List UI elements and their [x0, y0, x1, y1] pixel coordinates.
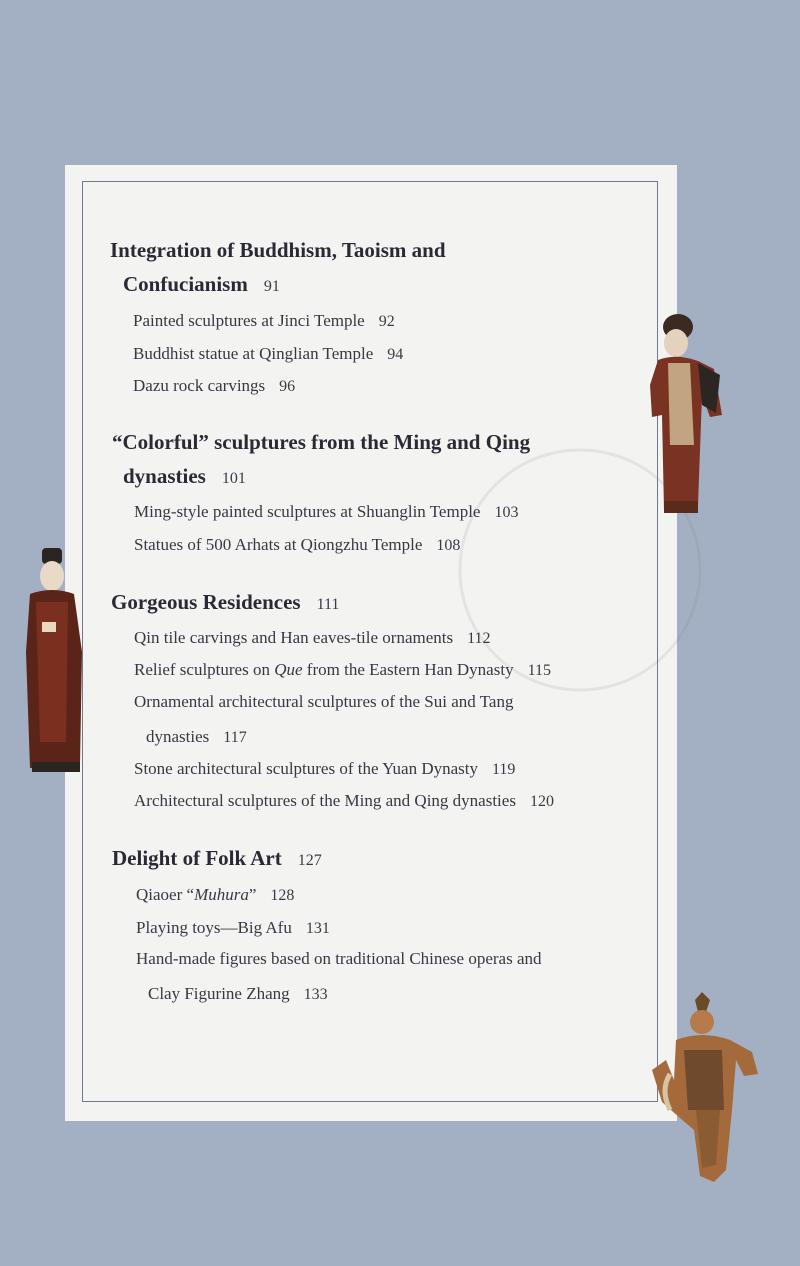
- toc-entry[interactable]: Stone architectural sculptures of the Yuan Dynasty 119: [134, 759, 516, 778]
- page-number: 128: [270, 887, 295, 904]
- page-number: 94: [387, 346, 404, 363]
- page-number: 131: [305, 920, 330, 937]
- section-title: Delight of Folk Art 127: [112, 846, 322, 870]
- toc-entry[interactable]: Playing toys—Big Afu 131: [136, 918, 330, 937]
- toc-entry[interactable]: Painted sculptures at Jinci Temple 92: [133, 311, 395, 330]
- toc-entry[interactable]: Ming-style painted sculptures at Shuanglin Temple 103: [134, 502, 519, 521]
- toc-entry[interactable]: Qiaoer “Muhura” 128: [136, 885, 295, 904]
- page-number: 119: [492, 761, 516, 778]
- scholar-figurine-image: [16, 542, 90, 777]
- page-number: 133: [303, 986, 328, 1003]
- page-number: 96: [279, 378, 296, 395]
- warrior-figurine-image: [640, 990, 770, 1190]
- toc-entry[interactable]: Qin tile carvings and Han eaves-tile ornaments 112: [134, 628, 491, 647]
- page-number: 112: [467, 630, 491, 647]
- page-number: 111: [316, 596, 340, 613]
- section-title: “Colorful” sculptures from the Ming and Qing: [112, 430, 531, 454]
- toc-entry[interactable]: Dazu rock carvings 96: [133, 376, 296, 395]
- section-title: Gorgeous Residences 111: [111, 590, 340, 614]
- page-number: 117: [223, 729, 247, 746]
- page-number: 115: [527, 662, 551, 679]
- section-title: Integration of Buddhism, Taoism and: [110, 238, 446, 262]
- page-number: 120: [529, 793, 554, 810]
- page-number: 101: [221, 470, 246, 487]
- page-number: 108: [436, 537, 461, 554]
- page-number: 103: [494, 504, 519, 521]
- page-number: 127: [297, 852, 322, 869]
- page-number: 92: [378, 313, 395, 330]
- lady-figurine-image: [628, 305, 728, 520]
- section-title-continued: dynasties 101: [123, 464, 246, 488]
- toc-entry[interactable]: Statues of 500 Arhats at Qiongzhu Temple 108: [134, 535, 461, 554]
- section-title-continued: Confucianism 91: [123, 272, 280, 296]
- toc-entry[interactable]: Hand-made figures based on traditional Chinese operas and: [136, 949, 542, 968]
- page-number: 91: [263, 278, 280, 295]
- toc-entry[interactable]: Ornamental architectural sculptures of the Sui and Tang: [134, 692, 514, 711]
- toc-entry[interactable]: Architectural sculptures of the Ming and Qing dynasties 120: [134, 791, 554, 810]
- toc-entry-continued[interactable]: Clay Figurine Zhang 133: [148, 984, 328, 1003]
- toc-entry-continued[interactable]: dynasties 117: [146, 727, 247, 746]
- toc-entry[interactable]: Relief sculptures on Que from the Eastern Han Dynasty 115: [134, 660, 551, 679]
- toc-entry[interactable]: Buddhist statue at Qinglian Temple 94: [133, 344, 404, 363]
